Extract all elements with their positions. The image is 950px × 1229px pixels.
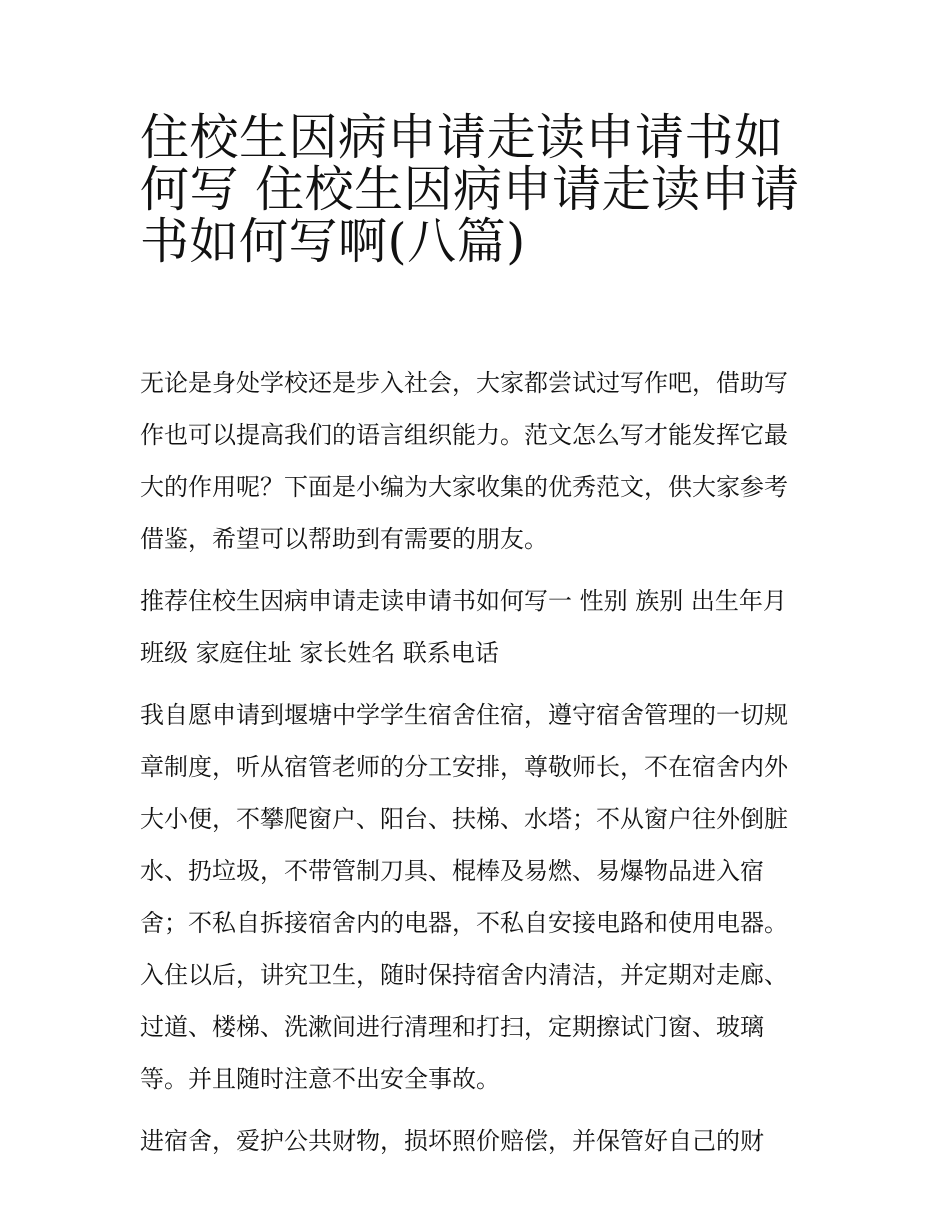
text-line: 大的作用呢？下面是小编为大家收集的优秀范文，供大家参考 bbox=[140, 473, 788, 501]
text-line: 进宿舍，爱护公共财物，损坏照价赔偿，并保管好自己的财 bbox=[140, 1127, 764, 1155]
text-line: 班级 家庭住址 家长姓名 联系电话 bbox=[140, 639, 499, 667]
text-line: 入住以后，讲究卫生，随时保持宿舍内清洁，并定期对走廊、 bbox=[140, 961, 788, 989]
title-line: 何写 住校生因病申请走读申请 bbox=[140, 161, 800, 218]
title-line: 住校生因病申请走读申请书如 bbox=[140, 109, 784, 166]
document-body bbox=[140, 357, 820, 1177]
text-line: 借鉴，希望可以帮助到有需要的朋友。 bbox=[140, 525, 548, 553]
title-line: 书如何写啊(八篇) bbox=[140, 213, 526, 270]
paragraph-intro bbox=[140, 357, 820, 565]
paragraph-property bbox=[140, 1115, 820, 1167]
paragraph-form-fields bbox=[140, 575, 820, 679]
text-line: 舍；不私自拆接宿舍内的电器，不私自安接电路和使用电器。 bbox=[140, 909, 788, 937]
text-line: 大小便，不攀爬窗户、阳台、扶梯、水塔；不从窗户往外倒脏 bbox=[140, 805, 788, 833]
text-line: 无论是身处学校还是步入社会，大家都尝试过写作吧，借助写 bbox=[140, 369, 788, 397]
document-title bbox=[140, 109, 820, 270]
text-line: 我自愿申请到堰塘中学学生宿舍住宿，遵守宿舍管理的一切规 bbox=[140, 701, 788, 729]
text-line: 章制度，听从宿管老师的分工安排，尊敬师长，不在宿舍内外 bbox=[140, 753, 788, 781]
paragraph-pledge bbox=[140, 689, 820, 1105]
text-line: 水、扔垃圾，不带管制刀具、棍棒及易燃、易爆物品进入宿 bbox=[140, 857, 764, 885]
text-line: 过道、楼梯、洗漱间进行清理和打扫，定期擦试门窗、玻璃 bbox=[140, 1013, 764, 1041]
text-line: 推荐住校生因病申请走读申请书如何写一 性别 族别 出生年月 bbox=[140, 587, 787, 615]
text-line: 等。并且随时注意不出安全事故。 bbox=[140, 1065, 500, 1093]
text-line: 作也可以提高我们的语言组织能力。范文怎么写才能发挥它最 bbox=[140, 421, 788, 449]
